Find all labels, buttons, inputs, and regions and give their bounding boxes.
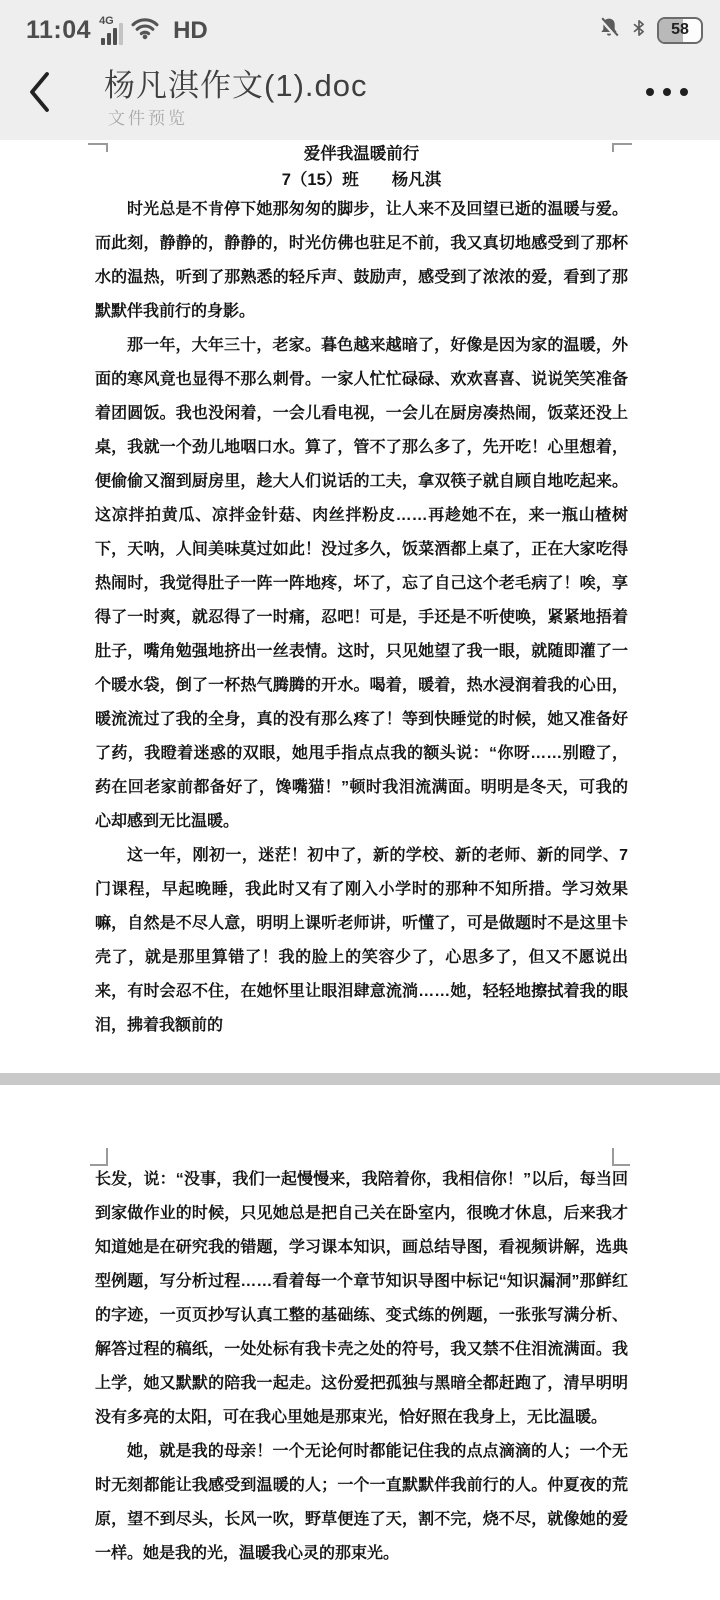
- wifi-icon: [131, 16, 159, 45]
- essay-paragraph: 她，就是我的母亲！一个无论何时都能记住我的点点滴滴的人；一个无时无刻都能让我感受到温暖的人；一个一直默默伴我前行的人。仲夏夜的荒原，望不到尽头，长风一吹，野草便连了天，割不完，烧不尽，就像她的爱一样。她是我的光，温暖我心灵的那束光。: [95, 1443, 628, 1562]
- clock: 11:04: [26, 15, 92, 44]
- document-header: [0, 52, 720, 140]
- network-type-label: 4G: [99, 14, 114, 27]
- back-button[interactable]: [26, 70, 56, 116]
- page-separator: [0, 1073, 720, 1085]
- app-chrome: [0, 0, 720, 140]
- document-page-2[interactable]: [0, 1085, 720, 1600]
- essay-paragraph: 时光总是不肯停下她那匆匆的脚步，让人来不及回望已逝的温暖与爱。而此刻，静静的，静静的，时光仿佛也驻足不前，我又真切地感受到了那杯水的温热，听到了那熟悉的轻斥声、鼓励声，感受到了浓浓的爱，看到了那默默伴我前行的身影。: [95, 201, 628, 320]
- document-title: 杨凡淇作文(1).doc: [104, 68, 368, 103]
- notifications-muted-icon: [597, 16, 621, 45]
- status-bar: [0, 0, 720, 52]
- more-options-button[interactable]: [646, 88, 688, 96]
- hd-indicator: HD: [173, 16, 208, 44]
- text-boundary-mark: [88, 143, 108, 152]
- cellular-signal-icon: [99, 14, 123, 45]
- essay-title: 爱伴我温暖前行: [303, 145, 420, 163]
- essay-paragraph-continuation: 长发，说：“没事，我们一起慢慢来，我陪着你，我相信你！”以后，每当回到家做作业的时候，只见她总是把自己关在卧室内，很晚才休息，后来我才知道她是在研究我的错题，学习课本知识，画总结导图，看视频讲解，选典型例题，写分析过程……看着每一个章节知识导图中标记“知识漏洞”那鲜红的字迹，一页页抄写认真工整的基础练、变式练的例题，一张张写满分析、解答过程的稿纸，一处处标有我卡壳之处的符号，我又禁不住泪流满面。我上学，她又默默的陪我一起走。这份爱把孤独与黑暗全都赶跑了，清早明明没有多亮的太阳，可在我心里她是那束光，恰好照在我身上，无比温暖。: [95, 1171, 628, 1426]
- bluetooth-icon: [630, 16, 648, 45]
- text-boundary-mark: [90, 1148, 108, 1166]
- essay-paragraph: 那一年，大年三十，老家。暮色越来越暗了，好像是因为家的温暖，外面的寒风竟也显得不那么刺骨。一家人忙忙碌碌、欢欢喜喜、说说笑笑准备着团圆饭。我也没闲着，一会儿看电视，一会儿在厨房凑热闹，饭菜还没上桌，我就一个劲儿地咽口水。算了，管不了那么多了，先开吃！心里想着，便偷偷又溜到厨房里，趁大人们说话的工夫，拿双筷子就自顾自地吃起来。这凉拌拍黄瓜、凉拌金针菇、肉丝拌粉皮……再趁她不在，来一瓶山楂树下，天呐，人间美味莫过如此！没过多久，饭菜酒都上桌了，正在大家吃得热闹时，我觉得肚子一阵一阵地疼，坏了，忘了自己这个老毛病了！唉，享得了一时爽，就忍得了一时痛，忍吧！可是，手还是不听使唤，紧紧地捂着肚子，嘴角勉强地挤出一丝表情。这时，只见她望了我一眼，就随即灌了一个暖水袋，倒了一杯热气腾腾的开水。喝着，暖着，热水浸润着我的心田，暖流流过了我的全身，真的没有那么疼了！等到快睡觉的时候，她又准备好了药，我瞪着迷惑的双眼，她甩手指点点我的额头说：“你呀……别瞪了，药在回老家前都备好了，馋嘴猫！”顿时我泪流满面。明明是冬天，可我的心却感到无比温暖。: [95, 337, 628, 830]
- text-boundary-mark: [612, 143, 632, 152]
- text-boundary-mark: [612, 1148, 630, 1166]
- battery-percent-label: 58: [671, 21, 689, 38]
- essay-paragraph: 这一年，刚初一，迷茫！初中了，新的学校、新的老师、新的同学、7门课程，早起晚睡，我此时又有了刚入小学时的那种不知所措。学习效果嘛，自然是不尽人意，明明上课听老师讲，听懂了，可是做题时不是这里卡壳了，就是那里算错了！我的脸上的笑容少了，心思多了，但又不愿说出来，有时会忍不住，在她怀里让眼泪肆意流淌……她，轻轻地擦拭着我的眼泪，拂着我额前的: [95, 847, 628, 1034]
- battery-indicator: [657, 17, 700, 44]
- essay-byline: 7（15）班 杨凡淇: [281, 171, 442, 189]
- preview-mode-label: 文件预览: [108, 109, 188, 128]
- document-page-1[interactable]: [0, 140, 720, 1073]
